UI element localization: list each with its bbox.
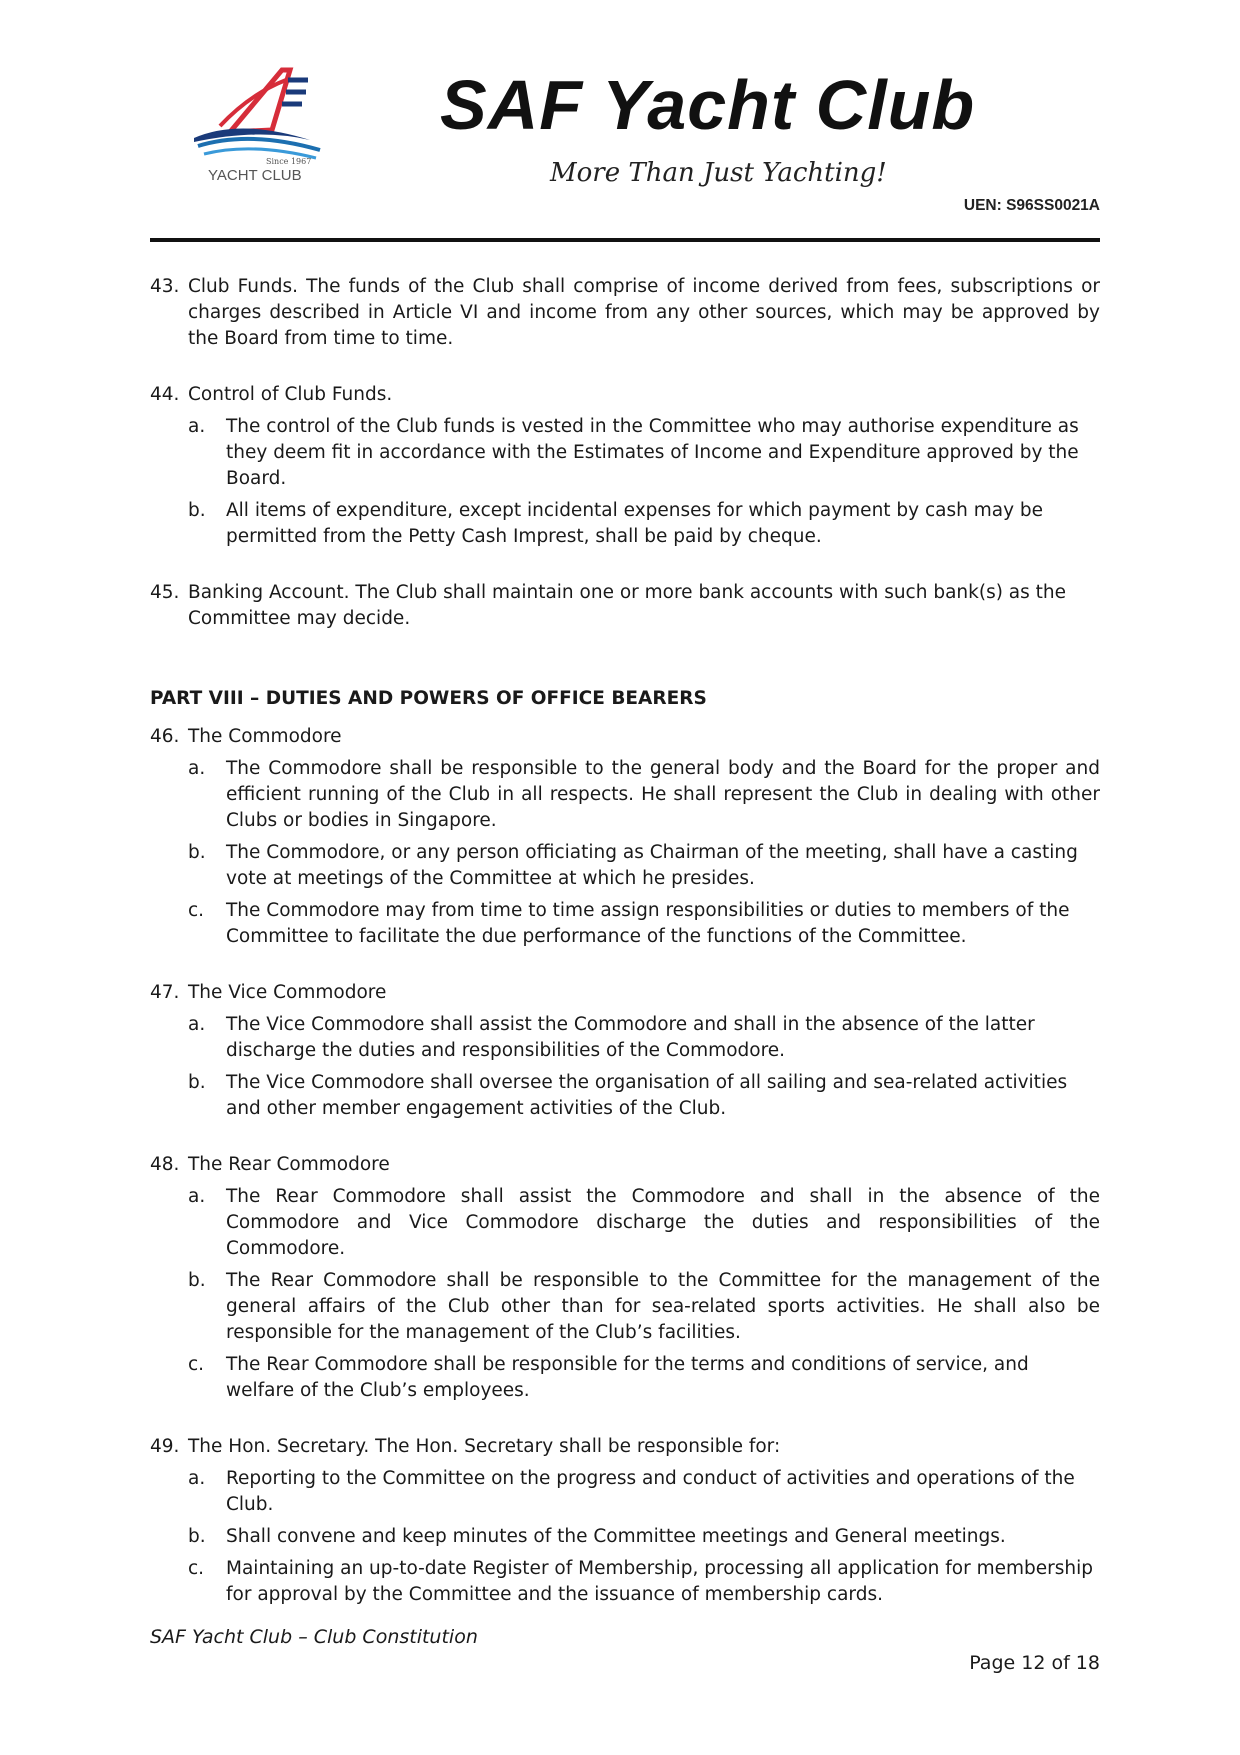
sub-letter: b. — [188, 500, 206, 521]
clause-text: The Vice Commodore — [188, 982, 387, 1003]
clause-49 — [150, 1434, 1100, 1460]
club-title: SAF Yacht Club — [440, 66, 976, 144]
sub-letter: a. — [188, 1186, 206, 1207]
clause-44 — [150, 382, 1100, 408]
uen-number: UEN: S96SS0021A — [963, 197, 1100, 214]
sub-letter: c. — [188, 900, 205, 921]
sub-text: The Commodore shall be responsible to the general body and the Board for the proper and efficient running of the Club in all respects. He shall represent the Club in dealing with other Clubs or bodies in Singapore. — [226, 758, 1100, 831]
sub-text: The Rear Commodore shall be responsible for the terms and conditions of service, and welfare of the Club’s employees. — [226, 1354, 1029, 1401]
sub-letter: c. — [188, 1354, 205, 1375]
clause-49-c — [188, 1556, 1100, 1608]
clause-46-b — [188, 840, 1100, 892]
sub-letter: a. — [188, 416, 206, 437]
clause-46 — [150, 724, 1100, 750]
clause-46-c — [188, 898, 1100, 950]
sub-text: The Rear Commodore shall be responsible to the Committee for the management of the general affairs of the Club other than for sea-related sports activities. He shall also be responsible for the management of the Club’s facilities. — [226, 1270, 1100, 1343]
clause-number: 46. — [150, 726, 180, 747]
sub-text: All items of expenditure, except incidental expenses for which payment by cash may be permitted from the Petty Cash Imprest, shall be paid by cheque. — [226, 500, 1044, 547]
part-heading: PART VIII – DUTIES AND POWERS OF OFFICE BEARERS — [150, 688, 707, 709]
clause-46-a — [188, 756, 1100, 834]
sub-text: The Vice Commodore shall assist the Commodore and shall in the absence of the latter discharge the duties and responsibilities of the Commodore. — [226, 1014, 1035, 1061]
sub-letter: a. — [188, 758, 206, 779]
clause-47 — [150, 980, 1100, 1006]
sub-letter: b. — [188, 1526, 206, 1547]
sub-letter: b. — [188, 1072, 206, 1093]
clause-text: The Hon. Secretary. The Hon. Secretary shall be responsible for: — [188, 1436, 781, 1457]
clause-49-b — [188, 1524, 1100, 1550]
clause-45 — [150, 580, 1100, 632]
sub-letter: b. — [188, 1270, 206, 1291]
clause-text: The Rear Commodore — [188, 1154, 390, 1175]
logo-since-text: Since 1967 — [266, 157, 312, 166]
clause-48-a — [188, 1184, 1100, 1262]
clause-number: 48. — [150, 1154, 180, 1175]
sub-letter: a. — [188, 1014, 206, 1035]
sub-letter: c. — [188, 1558, 205, 1579]
clause-text: Control of Club Funds. — [188, 384, 393, 405]
clause-text: The Commodore — [188, 726, 342, 747]
sub-text: The Rear Commodore shall assist the Commodore and shall in the absence of the Commodore and Vice Commodore discharge the duties and responsibilities of the Commodore. — [226, 1186, 1100, 1259]
sub-text: Shall convene and keep minutes of the Committee meetings and General meetings. — [226, 1526, 1006, 1547]
clause-text: Club Funds. The funds of the Club shall comprise of income derived from fees, subscriptions or charges described in Article VI and income from any other sources, which may be approved by the Board from time to time. — [188, 276, 1100, 349]
clause-48-c — [188, 1352, 1100, 1404]
clause-text: Banking Account. The Club shall maintain one or more bank accounts with such bank(s) as the Committee may decide. — [188, 582, 1067, 629]
sub-text: Maintaining an up-to-date Register of Membership, processing all application for membership for approval by the Committee and the issuance of membership cards. — [226, 1558, 1093, 1605]
document-body — [150, 274, 1100, 1608]
clause-43 — [150, 274, 1100, 352]
sub-text: The control of the Club funds is vested in the Committee who may authorise expenditure as they deem fit in accordance with the Estimates of Income and Expenditure approved by the Board. — [226, 416, 1079, 489]
sub-letter: a. — [188, 1468, 206, 1489]
yacht-logo-icon — [190, 64, 340, 184]
clause-44-b — [188, 498, 1100, 550]
clause-48-b — [188, 1268, 1100, 1346]
sub-text: The Commodore may from time to time assign responsibilities or duties to members of the Committee to facilitate the due performance of the functions of the Committee. — [226, 900, 1070, 947]
clause-49-a — [188, 1466, 1100, 1518]
clause-number: 47. — [150, 982, 180, 1003]
clause-47-a — [188, 1012, 1100, 1064]
clause-number: 44. — [150, 384, 180, 405]
clause-48 — [150, 1152, 1100, 1178]
sub-letter: b. — [188, 842, 206, 863]
sub-text: The Commodore, or any person officiating as Chairman of the meeting, shall have a casting vote at meetings of the Committee at which he presides. — [226, 842, 1078, 889]
logo-label: YACHT CLUB — [208, 167, 302, 184]
club-tagline: More Than Just Yachting! — [550, 158, 887, 188]
clause-47-b — [188, 1070, 1100, 1122]
clause-number: 45. — [150, 582, 180, 603]
sub-text: The Vice Commodore shall oversee the organisation of all sailing and sea-related activities and other member engagement activities of the Club. — [226, 1072, 1068, 1119]
clause-44-a — [188, 414, 1100, 492]
club-logo — [190, 64, 340, 184]
sub-text: Reporting to the Committee on the progress and conduct of activities and operations of the Club. — [226, 1468, 1075, 1515]
page-number: Page 12 of 18 — [969, 1652, 1100, 1674]
header-divider — [150, 238, 1100, 242]
sail-icon — [230, 70, 290, 132]
clause-number: 49. — [150, 1436, 180, 1457]
clause-number: 43. — [150, 276, 180, 297]
footer-document-title: SAF Yacht Club – Club Constitution — [150, 1626, 478, 1648]
